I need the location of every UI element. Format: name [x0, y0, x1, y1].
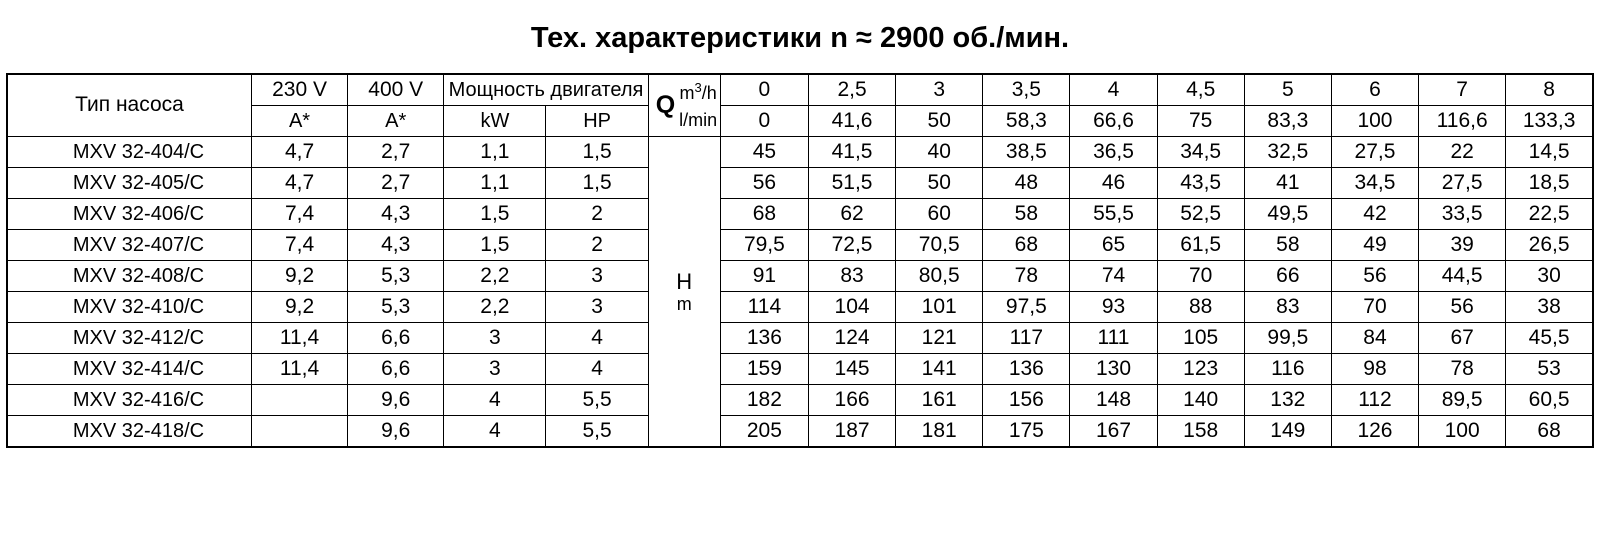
amp-400: 9,6 [348, 385, 444, 416]
head-value: 14,5 [1506, 137, 1593, 168]
power-hp: 5,5 [546, 416, 648, 448]
head-value: 61,5 [1157, 230, 1244, 261]
head-value: 98 [1331, 354, 1418, 385]
head-value: 70,5 [896, 230, 983, 261]
flow-lmin-6: 83,3 [1244, 106, 1331, 137]
head-value: 130 [1070, 354, 1157, 385]
head-value: 158 [1157, 416, 1244, 448]
power-hp: 4 [546, 354, 648, 385]
head-value: 83 [1244, 292, 1331, 323]
head-value: 34,5 [1331, 168, 1418, 199]
amp-230: 7,4 [251, 199, 347, 230]
head-value: 159 [720, 354, 808, 385]
flow-m3h-2: 3 [896, 74, 983, 106]
head-value: 36,5 [1070, 137, 1157, 168]
header-q-units [648, 74, 720, 137]
head-value: 89,5 [1419, 385, 1506, 416]
power-hp: 4 [546, 323, 648, 354]
power-hp: 1,5 [546, 137, 648, 168]
head-value: 104 [808, 292, 895, 323]
amp-230: 7,4 [251, 230, 347, 261]
amp-400: 6,6 [348, 354, 444, 385]
pump-type: MXV 32-407/C [7, 230, 251, 261]
head-value: 148 [1070, 385, 1157, 416]
head-value: 100 [1419, 416, 1506, 448]
table-row [7, 199, 1593, 230]
head-value: 182 [720, 385, 808, 416]
head-value: 62 [808, 199, 895, 230]
head-value: 140 [1157, 385, 1244, 416]
header-pump-type: Тип насоса [7, 74, 251, 137]
head-value: 32,5 [1244, 137, 1331, 168]
head-value: 205 [720, 416, 808, 448]
power-kw: 3 [444, 354, 546, 385]
head-value: 111 [1070, 323, 1157, 354]
power-hp: 3 [546, 261, 648, 292]
head-value: 48 [983, 168, 1070, 199]
amp-400: 6,6 [348, 323, 444, 354]
head-value: 55,5 [1070, 199, 1157, 230]
pump-type: MXV 32-418/C [7, 416, 251, 448]
amp-400: 2,7 [348, 168, 444, 199]
head-value: 99,5 [1244, 323, 1331, 354]
head-value: 30 [1506, 261, 1593, 292]
specifications-table [6, 73, 1594, 448]
power-hp: 1,5 [546, 168, 648, 199]
flow-lmin-1: 41,6 [808, 106, 895, 137]
amp-230: 11,4 [251, 354, 347, 385]
head-value: 72,5 [808, 230, 895, 261]
head-value: 27,5 [1419, 168, 1506, 199]
head-value: 187 [808, 416, 895, 448]
header-motor-power [444, 74, 648, 106]
table-row [7, 354, 1593, 385]
amp-230 [251, 416, 347, 448]
head-value: 26,5 [1506, 230, 1593, 261]
power-kw: 1,5 [444, 230, 546, 261]
pump-type: MXV 32-408/C [7, 261, 251, 292]
head-value: 27,5 [1331, 137, 1418, 168]
head-value: 41,5 [808, 137, 895, 168]
head-value: 67 [1419, 323, 1506, 354]
flow-m3h-9: 8 [1506, 74, 1593, 106]
head-value: 167 [1070, 416, 1157, 448]
flow-lmin-8: 116,6 [1419, 106, 1506, 137]
table-row [7, 168, 1593, 199]
head-value: 132 [1244, 385, 1331, 416]
head-value: 123 [1157, 354, 1244, 385]
head-value: 70 [1331, 292, 1418, 323]
flow-lmin-9: 133,3 [1506, 106, 1593, 137]
power-kw: 4 [444, 416, 546, 448]
h-unit: m [676, 293, 692, 314]
amp-400: 4,3 [348, 230, 444, 261]
head-value: 50 [896, 168, 983, 199]
header-hp: HP [546, 106, 648, 137]
head-value: 97,5 [983, 292, 1070, 323]
flow-m3h-4: 4 [1070, 74, 1157, 106]
head-value: 38 [1506, 292, 1593, 323]
pump-type: MXV 32-405/C [7, 168, 251, 199]
head-value: 145 [808, 354, 895, 385]
flow-m3h-7: 6 [1331, 74, 1418, 106]
head-value: 136 [983, 354, 1070, 385]
flow-m3h-0: 0 [720, 74, 808, 106]
head-value: 181 [896, 416, 983, 448]
head-value: 22 [1419, 137, 1506, 168]
head-value: 45,5 [1506, 323, 1593, 354]
table-row [7, 230, 1593, 261]
head-value: 116 [1244, 354, 1331, 385]
amp-400: 2,7 [348, 137, 444, 168]
flow-lmin-5: 75 [1157, 106, 1244, 137]
amp-230: 4,7 [251, 137, 347, 168]
amp-230: 11,4 [251, 323, 347, 354]
head-value: 68 [983, 230, 1070, 261]
pump-type: MXV 32-410/C [7, 292, 251, 323]
head-value: 66 [1244, 261, 1331, 292]
header-amp-230: A* [251, 106, 347, 137]
head-value: 49 [1331, 230, 1418, 261]
head-value: 83 [808, 261, 895, 292]
head-value: 156 [983, 385, 1070, 416]
head-value: 40 [896, 137, 983, 168]
head-value: 101 [896, 292, 983, 323]
head-value: 65 [1070, 230, 1157, 261]
head-value: 136 [720, 323, 808, 354]
power-kw: 2,2 [444, 292, 546, 323]
head-value: 42 [1331, 199, 1418, 230]
head-value: 58 [1244, 230, 1331, 261]
power-hp: 2 [546, 230, 648, 261]
flow-lmin-2: 50 [896, 106, 983, 137]
head-value: 117 [983, 323, 1070, 354]
flow-m3h-6: 5 [1244, 74, 1331, 106]
head-value: 80,5 [896, 261, 983, 292]
head-value: 34,5 [1157, 137, 1244, 168]
head-value: 79,5 [720, 230, 808, 261]
flow-lmin-0: 0 [720, 106, 808, 137]
h-symbol-cell [648, 137, 720, 448]
head-value: 44,5 [1419, 261, 1506, 292]
head-value: 74 [1070, 261, 1157, 292]
pump-type: MXV 32-412/C [7, 323, 251, 354]
amp-230: 9,2 [251, 261, 347, 292]
amp-230: 4,7 [251, 168, 347, 199]
flow-lmin-4: 66,6 [1070, 106, 1157, 137]
unit-m3h: $m^3/h$ [679, 79, 717, 103]
table-row [7, 137, 1593, 168]
table-header-row-1 [7, 74, 1593, 106]
power-kw: 1,5 [444, 199, 546, 230]
head-value: 121 [896, 323, 983, 354]
head-value: 43,5 [1157, 168, 1244, 199]
amp-400: 5,3 [348, 292, 444, 323]
power-kw: 1,1 [444, 137, 546, 168]
table-row [7, 261, 1593, 292]
head-value: 84 [1331, 323, 1418, 354]
head-value: 91 [720, 261, 808, 292]
pump-type: MXV 32-406/C [7, 199, 251, 230]
head-value: 56 [720, 168, 808, 199]
power-hp: 3 [546, 292, 648, 323]
head-value: 39 [1419, 230, 1506, 261]
head-value: 126 [1331, 416, 1418, 448]
head-value: 175 [983, 416, 1070, 448]
head-value: 18,5 [1506, 168, 1593, 199]
head-value: 68 [1506, 416, 1593, 448]
power-kw: 2,2 [444, 261, 546, 292]
pump-type: MXV 32-414/C [7, 354, 251, 385]
head-value: 58 [983, 199, 1070, 230]
amp-400: 5,3 [348, 261, 444, 292]
head-value: 105 [1157, 323, 1244, 354]
head-value: 45 [720, 137, 808, 168]
flow-lmin-3: 58,3 [983, 106, 1070, 137]
table-row [7, 292, 1593, 323]
head-value: 93 [1070, 292, 1157, 323]
amp-230: 9,2 [251, 292, 347, 323]
amp-400: 4,3 [348, 199, 444, 230]
head-value: 60 [896, 199, 983, 230]
head-value: 124 [808, 323, 895, 354]
table-row [7, 385, 1593, 416]
head-value: 38,5 [983, 137, 1070, 168]
head-value: 33,5 [1419, 199, 1506, 230]
head-value: 166 [808, 385, 895, 416]
head-value: 114 [720, 292, 808, 323]
amp-400: 9,6 [348, 416, 444, 448]
power-hp: 2 [546, 199, 648, 230]
unit-lmin: l/min [679, 109, 718, 130]
head-value: 68 [720, 199, 808, 230]
head-value: 22,5 [1506, 199, 1593, 230]
head-value: 88 [1157, 292, 1244, 323]
h-symbol: H [676, 268, 693, 294]
head-value: 56 [1331, 261, 1418, 292]
power-kw: 3 [444, 323, 546, 354]
head-value: 70 [1157, 261, 1244, 292]
flow-m3h-3: 3,5 [983, 74, 1070, 106]
head-value: 60,5 [1506, 385, 1593, 416]
header-motor-power-label: Мощность двигателя [448, 78, 644, 101]
head-value: 51,5 [808, 168, 895, 199]
head-value: 46 [1070, 168, 1157, 199]
head-value: 53 [1506, 354, 1593, 385]
pump-type: MXV 32-404/C [7, 137, 251, 168]
page-title: Тех. характеристики n ≈ 2900 об./мин. [530, 22, 1070, 54]
head-value: 149 [1244, 416, 1331, 448]
power-kw: 4 [444, 385, 546, 416]
flow-m3h-5: 4,5 [1157, 74, 1244, 106]
amp-230 [251, 385, 347, 416]
head-value: 78 [983, 261, 1070, 292]
flow-m3h-1: 2,5 [808, 74, 895, 106]
power-hp: 5,5 [546, 385, 648, 416]
head-value: 41 [1244, 168, 1331, 199]
head-value: 52,5 [1157, 199, 1244, 230]
header-voltage-230: 230 V [251, 74, 347, 106]
head-value: 49,5 [1244, 199, 1331, 230]
head-value: 141 [896, 354, 983, 385]
head-value: 78 [1419, 354, 1506, 385]
table-row [7, 416, 1593, 448]
head-value: 161 [896, 385, 983, 416]
pump-type: MXV 32-416/C [7, 385, 251, 416]
head-value: 112 [1331, 385, 1418, 416]
table-row [7, 323, 1593, 354]
power-kw: 1,1 [444, 168, 546, 199]
q-symbol: Q [655, 91, 676, 120]
header-kw: kW [444, 106, 546, 137]
head-value: 56 [1419, 292, 1506, 323]
flow-lmin-7: 100 [1331, 106, 1418, 137]
flow-m3h-8: 7 [1419, 74, 1506, 106]
header-amp-400: A* [348, 106, 444, 137]
header-voltage-400: 400 V [348, 74, 444, 106]
